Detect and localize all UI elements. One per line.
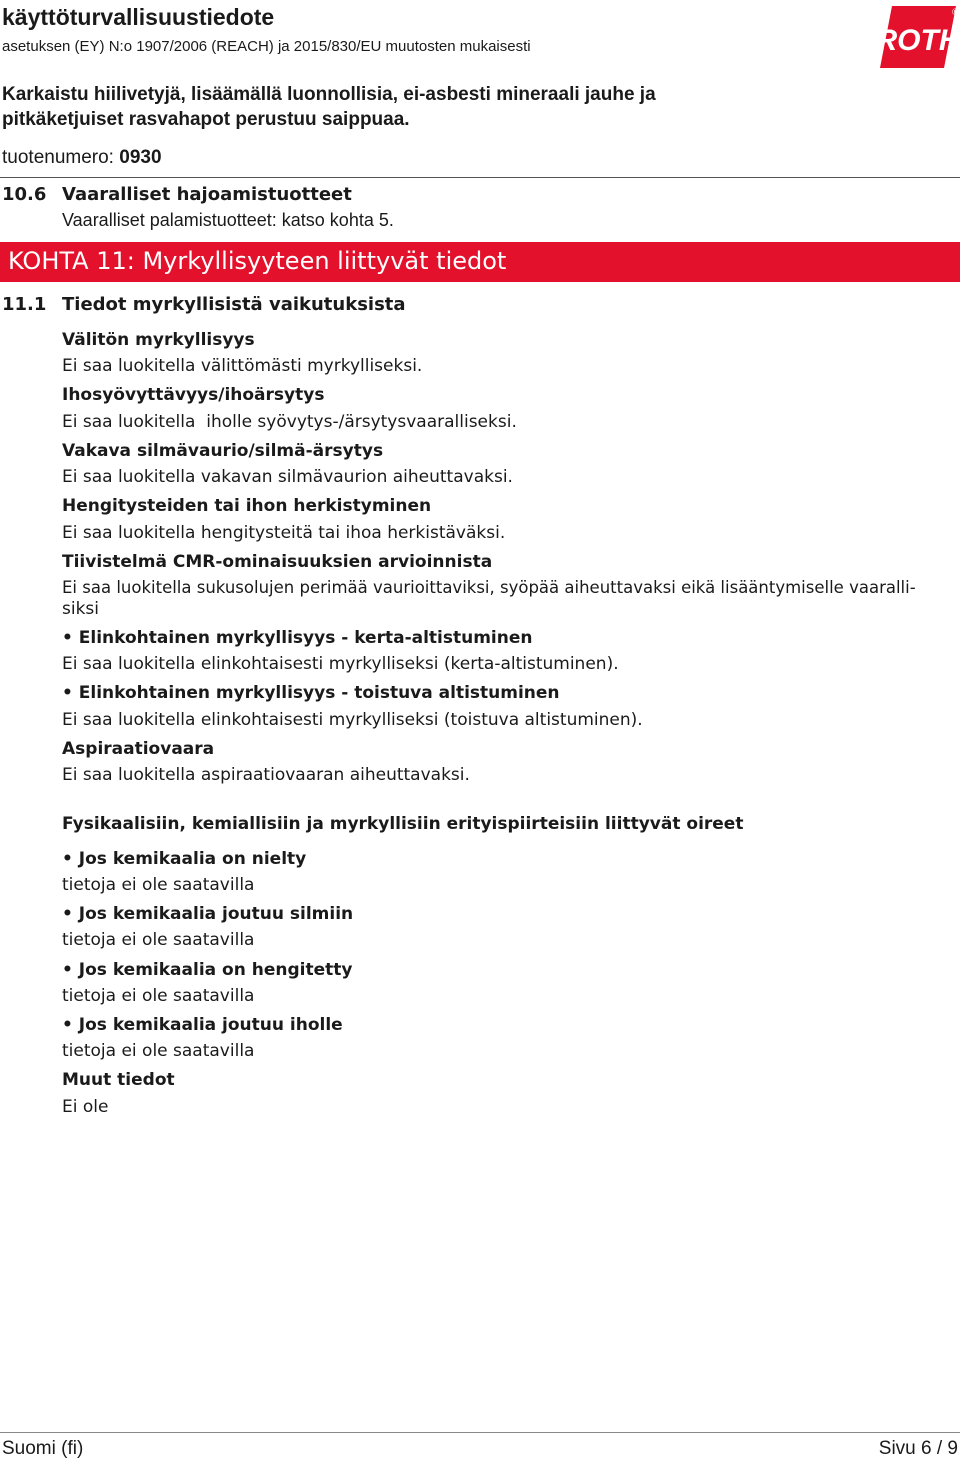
roth-logo [875, 4, 960, 70]
item-text: Ei saa luokitella aspiraatiovaaran aiheuttavaksi. [62, 765, 470, 785]
section-11-banner-title: KOHTA 11: Myrkyllisyyteen liittyvät tiedot [8, 247, 507, 275]
product-name-line2: pitkäketjuiset rasvahapot perustuu saippuaa. [2, 109, 410, 130]
footer-language: Suomi (fi) [2, 1438, 84, 1459]
item-text: Ei saa luokitella elinkohtaisesti myrkylliseksi (kerta-altistuminen). [62, 654, 619, 674]
document-subtitle: asetuksen (EY) N:o 1907/2006 (REACH) ja 2015/830/EU muutosten mukaisesti [2, 38, 531, 55]
symptom-heading: • Jos kemikaalia on hengitetty [62, 960, 353, 980]
item-text: Ei saa luokitella iholle syövytys-/ärsytysvaaralliseksi. [62, 412, 517, 432]
item-heading: Aspiraatiovaara [62, 739, 215, 759]
section-11-1-title: Tiedot myrkyllisistä vaikutuksista [62, 294, 406, 315]
item-text: Ei saa luokitella hengitysteitä tai ihoa herkistäväksi. [62, 523, 506, 543]
item-heading: Välitön myrkyllisyys [62, 330, 255, 350]
product-number-label: tuotenumero: [2, 147, 114, 168]
section-10-6-text: Vaaralliset palamistuotteet: katso kohta 5. [62, 210, 394, 230]
symptom-heading: • Jos kemikaalia joutuu iholle [62, 1015, 343, 1035]
item-heading: Tiivistelmä CMR-ominaisuuksien arvioinnista [62, 552, 493, 572]
symptom-text: tietoja ei ole saatavilla [62, 875, 255, 895]
item-text: Ei saa luokitella vakavan silmävaurion aiheuttavaksi. [62, 467, 513, 487]
logo-text: ROTH [875, 24, 960, 57]
symptom-heading: • Jos kemikaalia joutuu silmiin [62, 904, 354, 924]
item-heading: • Elinkohtainen myrkyllisyys - toistuva altistuminen [62, 683, 560, 703]
item-heading: Hengitysteiden tai ihon herkistyminen [62, 496, 432, 516]
product-number [2, 147, 162, 169]
logo-registered-mark: ® [951, 8, 960, 18]
section-11-1-number: 11.1 [2, 294, 47, 315]
footer-divider [0, 1432, 960, 1433]
footer-page-number: Sivu 6 / 9 [878, 1438, 958, 1459]
symptom-heading: • Jos kemikaalia on nielty [62, 849, 307, 869]
symptom-text: tietoja ei ole saatavilla [62, 986, 255, 1006]
symptoms-heading: Fysikaalisiin, kemiallisiin ja myrkyllisiin erityispiirteisiin liittyvät oireet [62, 814, 744, 834]
item-heading: Vakava silmävaurio/silmä-ärsytys [62, 441, 384, 461]
product-name [2, 82, 762, 132]
item-heading: • Elinkohtainen myrkyllisyys - kerta-altistuminen [62, 628, 533, 648]
item-text: Ei saa luokitella välittömästi myrkylliseksi. [62, 356, 423, 376]
item-text-line1: Ei saa luokitella sukusolujen perimää vaurioittaviksi, syöpää aiheuttavaksi eikä lisääntymiselle vaaralli- [62, 578, 916, 597]
section-10-6-title: Vaaralliset hajoamistuotteet [62, 184, 352, 205]
symptom-text: tietoja ei ole saatavilla [62, 930, 255, 950]
symptom-text: tietoja ei ole saatavilla [62, 1041, 255, 1061]
item-text-line2: siksi [62, 599, 100, 619]
other-info-heading: Muut tiedot [62, 1070, 175, 1090]
product-name-line1: Karkaistu hiilivetyjä, lisäämällä luonnollisia, ei-asbesti mineraali jauhe ja [2, 84, 656, 105]
product-number-value: 0930 [119, 147, 162, 168]
header-divider [0, 177, 960, 178]
item-heading: Ihosyövyttävyys/ihoärsytys [62, 385, 325, 405]
section-10-6-number: 10.6 [2, 184, 47, 205]
other-info-text: Ei ole [62, 1097, 109, 1117]
document-title: käyttöturvallisuustiedote [2, 4, 275, 30]
item-text: Ei saa luokitella elinkohtaisesti myrkylliseksi (toistuva altistuminen). [62, 710, 643, 730]
